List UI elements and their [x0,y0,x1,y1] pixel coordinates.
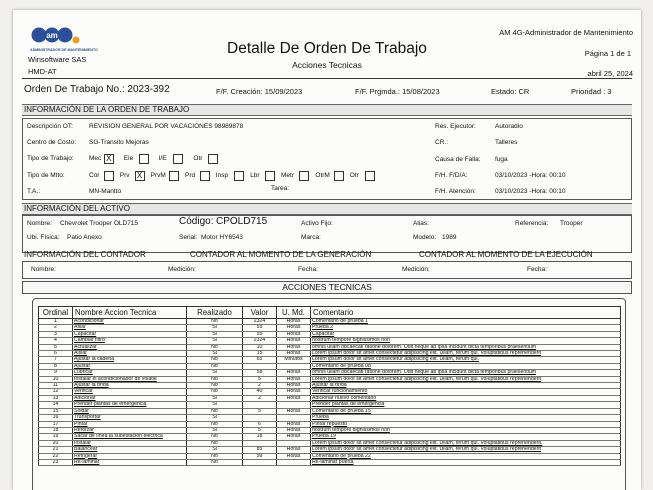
table-cell: No [187,453,243,459]
table-cell: Si [187,338,243,344]
table-cell: Actualizar [73,344,187,350]
cr-value: Talleres [495,139,518,146]
table-cell: 4 [39,338,73,344]
checkbox[interactable]: X [104,154,114,164]
model-value: 1989 [442,234,457,241]
table-cell: Instalar el acondicionador de volatie [73,376,187,382]
check-label: Otr [349,172,359,179]
counter-generation-title: CONTADOR AL MOMENTO DE LA GENERACIÓN [190,250,372,259]
table-cell: No [187,376,243,382]
table-cell: Comentario de prueba 1 [311,319,621,325]
order-number: Orden De Trabajo No.: 2023-392 [24,84,170,95]
alias-label: Alias: [413,220,429,227]
task-label: Tarea: [271,185,290,192]
table-cell: 23 [39,459,73,465]
order-priority: Prioridad : 3 [571,87,612,96]
logo-caption: ADMINISTRADOR DE MANTENIMIENTO [30,48,98,52]
document-title: Detalle De Orden De Trabajo [227,40,427,57]
table-cell: 11 [39,383,73,389]
table-cell: 6 [39,351,73,357]
table-cell [277,459,311,465]
attention-date-label: F/H. Atención: [435,188,476,195]
table-cell: 15 [243,351,277,357]
table-cell: Si [187,370,243,376]
table-cell: Soldar [73,408,187,414]
work-type-label: Tipo de Trabajo: [27,155,74,162]
table-cell: No [187,319,243,325]
reference-label: Referencia: [515,220,549,227]
table-cell: 5 [39,344,73,350]
table-cell: 2 [243,383,277,389]
table-cell: Reforzar [73,427,187,433]
document-page [13,10,641,490]
table-cell: 5 [243,376,277,382]
table-cell: 58 [243,370,277,376]
document-subtitle: Acciones Tecnicas [292,60,362,70]
table-cell: Horas [277,434,311,440]
check-label: Insp [215,172,229,179]
check-label: Cor [89,172,100,179]
model-label: Modelo: [413,234,437,241]
table-cell: 40 [243,389,277,395]
actions-section-header: ACCIONES TECNICAS [22,281,632,294]
column-header: Ordinal [39,307,73,319]
check-label: PrvM [150,172,166,179]
table-cell: 99 [243,453,277,459]
app-name: AM 4G-Administrador de Mantenimiento [499,28,633,37]
fault-cause-value: fuga [495,156,508,163]
counter-measure-label: Medición: [168,266,196,273]
table-cell: 65 [243,357,277,363]
ot-section-header: INFORMACIÓN DE LA ORDEN DE TRABAJO [22,104,632,116]
checkbox[interactable] [208,154,218,164]
table-cell: Horas [277,325,311,331]
table-cell: Lorem ipsum dolor sit amet consectetur adipisicing elit. Ullam, rerum qui. Voluptatibus reprehenderit [311,351,621,357]
table-cell: 22 [39,453,73,459]
table-cell: Capacitar [73,331,187,337]
attention-date-value: 03/10/2023 -Hora: 00:10 [495,188,566,195]
table-cell: Horas [277,376,311,382]
checkbox[interactable] [365,171,375,181]
table-cell: Sacar de línea la subestacion electrica [73,434,187,440]
table-cell: 2 [243,395,277,401]
checkbox[interactable] [334,171,344,181]
check-label: Metr [281,172,294,179]
table-cell: Comentario de prueba 08 [311,363,621,369]
table-cell: Lorem ipsum dolor sit amet consectetur adipisicing elit. Ullam, rerum qui. Voluptatibus reprehenderit [311,376,621,382]
table-cell: omnis ullam obcaecati ratione dolorem. Odit neque ab ipsa incidunt dicta temporibus praesentium [311,344,621,350]
table-cell: 18 [39,427,73,433]
counter-execution-title: CONTADOR AL MOMENTO DE LA EJECUCIÓN [419,250,593,259]
table-cell: Horas [277,319,311,325]
table-cell: Ajustar la brida [73,383,187,389]
table-cell: 16 [39,415,73,421]
table-cell: Transportar [73,415,187,421]
page-number: Página 1 de 1 [584,49,631,58]
table-cell: Horas [277,338,311,344]
table-cell: No [187,389,243,395]
reference-value: Trooper [560,220,583,227]
table-cell: Minutos [277,357,311,363]
location-label: Ubi. Física: [27,234,60,241]
table-cell: No [187,421,243,427]
table-cell: Prueba 2 [311,325,621,331]
counter-date-label: Fecha: [298,266,318,273]
actions-table-body [39,319,621,466]
checkbox[interactable] [173,154,183,164]
mtto-type-label: Tipo de Mtto: [27,172,65,179]
table-cell: Lorem ipsum dolor sit amet consectetur adipisicing elit. Ullam, rerum qui. Voluptatibus reprehenderit [311,447,621,453]
order-status: Estado: CR [491,87,530,96]
table-cell: Capacitar [311,331,621,337]
table-cell: Si [187,331,243,337]
check-label: Prd [185,172,196,179]
column-header: Comentario [311,307,621,319]
checkbox[interactable] [234,171,244,181]
table-cell: No [187,408,243,414]
table-cell: Ajustar [73,363,187,369]
table-cell: 19 [39,434,73,440]
executor-value: Autoradio [495,123,523,130]
table-cell: 13 [39,395,73,401]
table-cell: Horas [277,408,311,414]
table-cell: Comentario de prueba 22 [311,453,621,459]
table-cell: Prender plantas de emergencia [311,402,621,408]
table-cell: 3 [39,331,73,337]
table-cell: 10 [243,344,277,350]
table-cell: Horas [277,453,311,459]
table-cell: nostrum tempore dignissimos non [311,338,621,344]
description-label: Descripción OT: [27,123,73,130]
column-header: Realizado [187,307,243,319]
programmed-date: F/F. Prgmda.: 15/08/2023 [355,87,440,96]
department: HMD-AT [28,67,57,76]
table-cell: Lubricar [73,370,187,376]
table-cell: Adicionar nuevo comentario [311,395,621,401]
table-cell: 2324 [243,319,277,325]
table-cell: Horas [277,447,311,453]
brand-label: Marca: [301,234,321,241]
ta-label: T.A.: [27,188,41,195]
table-cell: No [187,459,243,465]
table-cell: Si [187,402,243,408]
table-cell: 9 [39,370,73,376]
table-cell: Si [187,447,243,453]
fda-date-label: F/H. F/D/A: [435,172,468,179]
asset-code-value: CPOLD715 [216,216,268,227]
table-cell: Pintar repuesto [311,421,621,427]
table-cell: 55 [243,325,277,331]
asset-section-header: INFORMACIÓN DEL ACTIVO [22,203,632,215]
check-label: Ele [123,155,134,162]
table-cell: Balancear [73,447,187,453]
fda-date-value: 03/10/2023 -Hora: 00:10 [495,172,566,179]
table-cell: Acondicionar [73,319,187,325]
table-cell: No [187,363,243,369]
table-cell: Horas [277,383,311,389]
table-cell: 2 [39,325,73,331]
table-cell: Lorem ipsum dolor sit amet consectetur adipisicing elit. Ullam, rerum qui. Voluptatibus reprehenderit. [311,440,621,446]
location-value: Patio Anexo [67,234,102,241]
checkbox[interactable]: X [135,171,145,181]
check-label: OtrM [315,172,330,179]
table-cell: Verificar [73,389,187,395]
cost-center-value: SG-Transito Mejoras [89,139,149,146]
checkbox[interactable] [299,171,309,181]
table-cell: Si [187,351,243,357]
checkbox[interactable] [104,171,114,181]
table-cell: Ajustar la brida [311,383,621,389]
table-cell: 17 [39,421,73,427]
check-label: I/E [158,155,167,162]
table-cell: 55 [243,331,277,337]
cost-center-label: Centro de Costo: [27,139,77,146]
check-label: Lbr [250,172,260,179]
table-cell: 18 [243,434,277,440]
creation-date: F/F. Creación: 15/09/2023 [216,87,303,96]
serial-value: Motor HY6543 [201,234,243,241]
table-cell: Si [187,325,243,331]
checkbox[interactable] [139,154,149,164]
table-cell: Horas [277,389,311,395]
table-cell: Comentario de prueba 15 [311,408,621,414]
checkbox[interactable] [265,171,275,181]
table-cell: Horas [277,351,311,357]
table-cell: Horas [277,331,311,337]
company-name: Winsoftware SAS [28,55,87,64]
fault-cause-label: Causa de Falla: [435,156,481,163]
table-cell: 7 [39,357,73,363]
table-cell: 5 [243,408,277,414]
table-cell: No [187,344,243,350]
check-label: Otr [193,155,203,162]
actions-table [38,306,621,466]
counter-name-label: Nombre: [31,266,56,273]
table-cell: Si [187,415,243,421]
table-cell: Verificar funcionamiento [311,389,621,395]
table-cell: Cambiar filtro [73,338,187,344]
table-cell: Prueba 19 [311,434,621,440]
serial-label: Serial: [179,234,198,241]
table-cell: 10 [39,376,73,382]
checkbox[interactable] [200,171,210,181]
table-cell: Refrigerar [73,453,187,459]
check-label: Mec [89,155,102,162]
header-divider [22,78,632,79]
table-cell: 20 [39,440,73,446]
table-cell: Prender plantas de emergencia [73,402,187,408]
column-header: Valor [243,307,277,319]
table-cell: Aislar [73,351,187,357]
table-cell: 15 [39,408,73,414]
table-cell: Si [187,427,243,433]
table-cell: 14 [39,402,73,408]
table-cell: 21 [39,447,73,453]
ta-value: MN-Mantto [89,188,122,195]
print-date: abril 25, 2024 [587,69,633,78]
check-label: Prv [119,172,130,179]
cr-label: CR.: [435,139,448,146]
svg-text:am: am [46,31,58,40]
table-cell: 5 [243,427,277,433]
actions-table-header [39,307,621,319]
column-header: Nombre Accion Tecnica [73,307,187,319]
table-cell: Prueba [311,415,621,421]
table-cell [243,459,277,465]
table-row [39,459,621,465]
table-cell: Ajustar la cadena [73,357,187,363]
counter-measure2-label: Medición: [402,266,430,273]
table-cell: Horas [277,370,311,376]
asset-name-value: Chevrolet Trooper OLD715 [60,220,139,227]
table-cell: Adicionar [73,395,187,401]
fixed-asset-label: Activo Fijo: [301,220,333,227]
table-cell: Re-laminar [73,459,187,465]
table-cell: Si [187,395,243,401]
table-cell: 12 [39,389,73,395]
table-cell: Afilar [73,325,187,331]
checkbox[interactable] [169,171,179,181]
table-row [39,376,621,382]
table-cell: No [187,357,243,363]
description-value: REVISION GENERAL POR VACACIONES 98989878 [89,123,244,130]
table-cell: 1 [39,319,73,325]
table-cell: nostrum tempore dignissimos non [311,427,621,433]
executor-label: Res. Ejecutor: [435,123,476,130]
table-cell: Horas [277,427,311,433]
table-cell: 85 [243,447,277,453]
asset-code-label: Código: [179,216,214,227]
counter-date2-label: Fecha: [527,266,547,273]
table-cell: omnis ullam obcaecati ratione dolorem. Odit neque ab ipsa incidunt dicta temporibus praesentium [311,370,621,376]
table-cell: Horas [277,395,311,401]
asset-name-label: Nombre: [27,220,52,227]
table-cell: No [187,440,243,446]
table-cell: 2324 [243,338,277,344]
table-cell: Lorem ipsum dolor sit amet consectetur adipisicing elit. Ullam, rerum qui. [311,357,621,363]
table-cell: Horas [277,344,311,350]
table-cell: Re-laminar puerta [311,459,621,465]
table-cell: No [187,434,243,440]
table-cell: Horas [277,421,311,427]
table-cell: 8 [39,363,73,369]
table-cell: Pintar [73,421,187,427]
table-cell: No [187,383,243,389]
table-cell: 6 [243,421,277,427]
table-cell: Instalar [73,440,187,446]
column-header: U. Md. [277,307,311,319]
counter-section-title: INFORMACIÓN DEL CONTADOR [24,250,146,259]
